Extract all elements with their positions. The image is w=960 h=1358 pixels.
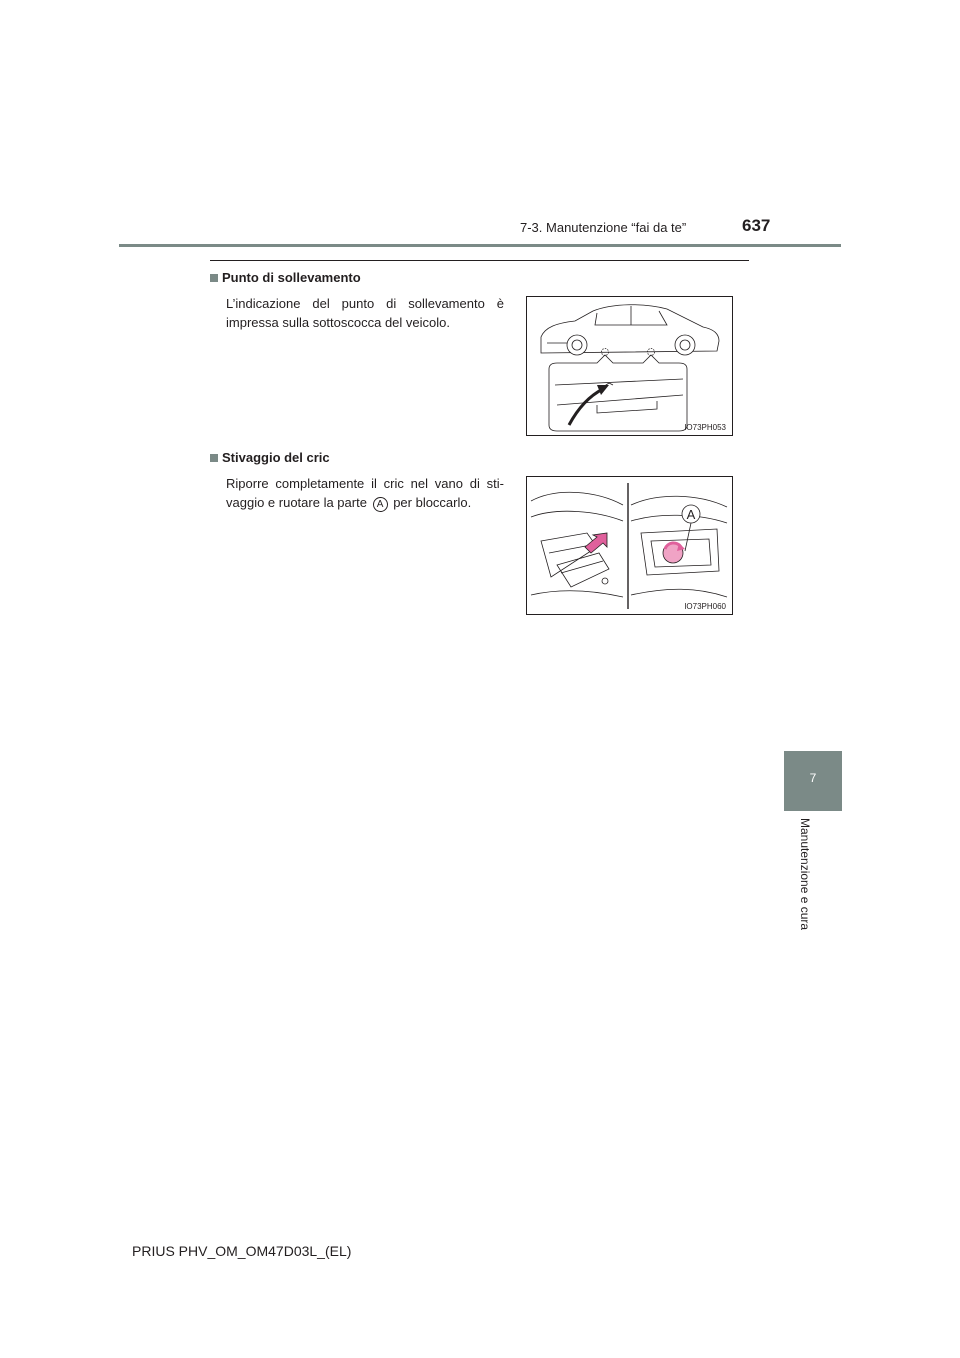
figure-code: IO73PH053 bbox=[684, 423, 726, 432]
paragraph-text-end: per bloccarlo. bbox=[393, 495, 472, 510]
page-number: 637 bbox=[742, 216, 771, 235]
figure-code: IO73PH060 bbox=[684, 602, 726, 611]
figure-jacking-point bbox=[526, 296, 733, 436]
paragraph-jack-storage bbox=[226, 474, 504, 512]
section-title: 7-3. Manutenzione “fai da te” bbox=[520, 220, 687, 235]
chapter-number: 7 bbox=[809, 771, 817, 785]
part-marker-a: A bbox=[373, 497, 388, 512]
jack-storage-illustration bbox=[527, 477, 732, 614]
square-bullet-icon bbox=[210, 454, 218, 462]
paragraph-text-start: Riporre completamente il cric nel vano di sti-vaggio e ruotare la parte bbox=[226, 476, 504, 510]
square-bullet-icon bbox=[210, 274, 218, 282]
figure-jack-storage bbox=[526, 476, 733, 615]
car-jacking-point-illustration bbox=[527, 297, 732, 435]
heading-jacking-point bbox=[210, 270, 361, 285]
document-code: PRIUS PHV_OM_OM47D03L_(EL) bbox=[132, 1243, 352, 1259]
heading-text: Stivaggio del cric bbox=[222, 450, 330, 465]
paragraph-jacking-point: L’indicazione del punto di sollevamento è impressa sulla sottoscocca del veicolo. bbox=[226, 296, 504, 330]
header-rule bbox=[119, 244, 841, 247]
figure-label-a: A bbox=[686, 507, 696, 522]
heading-text: Punto di sollevamento bbox=[222, 270, 361, 285]
chapter-label: Manutenzione e cura bbox=[798, 818, 812, 931]
heading-jack-storage bbox=[210, 450, 330, 465]
section-rule bbox=[210, 260, 749, 261]
